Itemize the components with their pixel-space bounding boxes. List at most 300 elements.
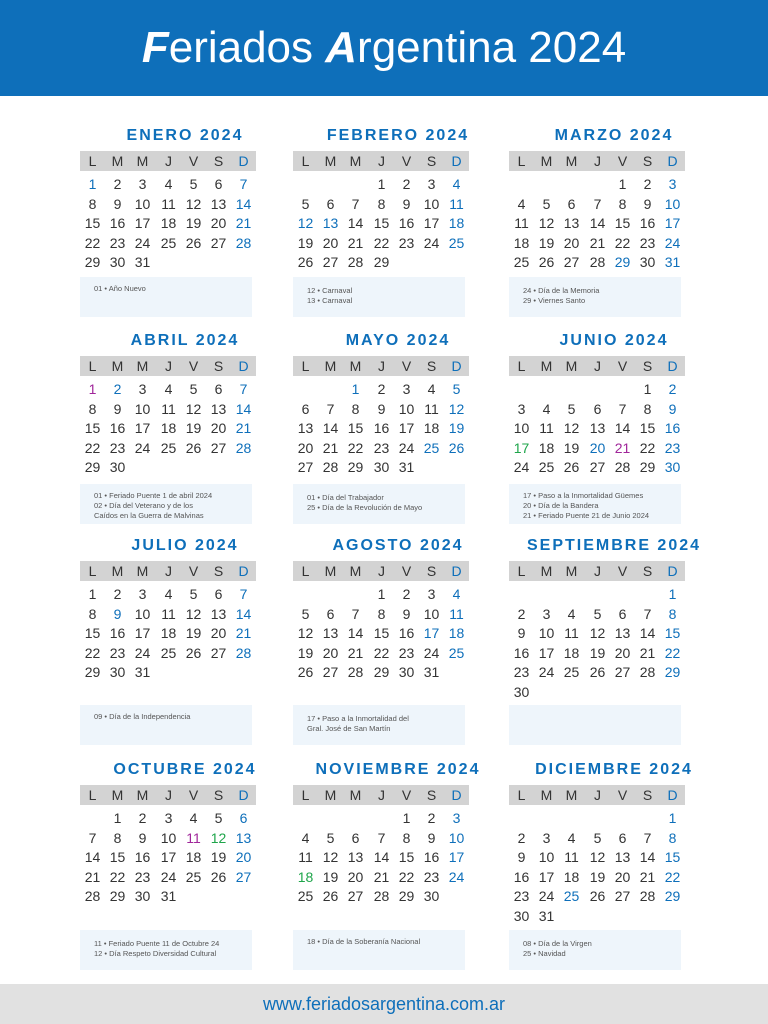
calendar-day: 29 [614,254,631,271]
calendar-day: 7 [239,381,248,397]
month-name: JULIO 2024 [131,537,239,554]
calendar-day: 21 [235,215,252,232]
calendar-day: 2 [517,829,526,846]
calendar-day: 21 [614,439,631,456]
holiday-notes [80,277,252,317]
calendar-day: 28 [614,459,631,476]
calendar-day: 3 [427,586,436,602]
calendar-day: 14 [614,420,631,437]
weekday-label: D [667,153,678,169]
holiday-note: 25 • Día de la Revolución de Mayo [307,503,423,512]
calendar-day: 21 [347,644,364,661]
calendar-day: 21 [373,868,390,885]
calendar-day: 30 [639,254,656,271]
calendar-day: 13 [235,829,252,846]
weekday-label: M [540,787,553,803]
calendar-day: 29 [347,459,364,476]
calendar-day: 27 [322,254,339,271]
calendar-day: 31 [423,664,440,681]
calendar-day: 23 [639,234,656,251]
calendar-day: 24 [423,234,440,251]
calendar-day: 10 [423,195,440,212]
weekday-label: M [111,153,124,169]
calendar-day: 19 [185,625,202,642]
month-9 [509,536,719,747]
calendar-day: 26 [185,439,202,456]
calendar-day: 8 [113,829,122,846]
calendar-day: 2 [138,810,147,826]
calendar-day: 6 [618,605,627,622]
month-name: MARZO 2024 [554,127,674,144]
weekday-label: V [188,787,199,803]
calendar-day: 16 [109,625,126,642]
weekday-header [509,151,685,171]
calendar-day: 17 [448,849,465,866]
weekday-label: L [301,358,310,374]
holiday-note: 17 • Paso a la Inmortalidad Güemes [523,491,644,500]
calendar-day: 29 [109,888,126,905]
calendar-day: 12 [210,829,227,846]
calendar-day: 29 [398,888,415,905]
weekday-label: J [594,563,601,579]
calendar-day: 15 [664,849,681,866]
calendar-day: 17 [134,215,151,232]
weekday-header [80,356,256,376]
calendar-day: 17 [423,215,440,232]
holiday-notes [80,484,252,524]
calendar-day: 8 [88,400,97,417]
calendar-day: 27 [210,234,227,251]
calendar-day: 28 [235,644,252,661]
calendar-day: 12 [563,420,580,437]
calendar-day: 10 [538,849,555,866]
weekday-label: M [349,153,362,169]
calendar-day: 14 [235,195,252,212]
weekday-label: M [349,563,362,579]
calendar-day: 26 [297,254,314,271]
calendar-day: 17 [134,625,151,642]
calendar-day: 17 [134,420,151,437]
calendar-day: 28 [84,888,101,905]
calendar-day: 29 [664,888,681,905]
calendar-day: 25 [563,888,580,905]
calendar-day: 20 [614,644,631,661]
calendar-day: 14 [639,625,656,642]
weekday-label: M [111,358,124,374]
calendar-day: 22 [614,234,631,251]
calendar-day: 23 [398,234,415,251]
calendar-day: 19 [185,420,202,437]
calendar-day: 28 [589,254,606,271]
weekday-label: S [426,563,437,579]
calendar-day: 26 [538,254,555,271]
calendar-day: 13 [210,195,227,212]
month-name: ENERO 2024 [126,127,244,144]
weekday-label: V [617,563,628,579]
weekday-label: L [517,358,526,374]
calendar-day: 24 [664,234,681,251]
calendar-day: 1 [88,586,97,602]
holiday-notes [293,705,465,745]
calendar-day: 6 [593,400,602,417]
holiday-note: 08 • Día de la Virgen [523,939,592,948]
calendar-day: 5 [593,829,602,846]
weekday-label: M [324,787,337,803]
calendar-day: 17 [538,644,555,661]
calendar-day: 12 [185,400,202,417]
calendar-day: 9 [113,400,122,417]
calendar-day: 13 [614,625,631,642]
calendar-day: 8 [668,829,677,846]
calendar-day: 30 [664,459,681,476]
calendar-day: 23 [109,234,126,251]
holiday-notes [293,484,465,524]
calendar-day: 2 [427,810,436,826]
month-12 [509,760,719,972]
calendar-day: 15 [84,625,101,642]
calendar-day: 24 [134,234,151,251]
calendar-day: 12 [297,215,314,232]
calendar-day: 11 [424,400,439,417]
calendar-day: 14 [84,849,101,866]
calendar-day: 30 [109,459,126,476]
calendar-day: 11 [161,195,176,212]
calendar-day: 30 [398,664,415,681]
calendar-day: 26 [448,439,465,456]
weekday-label: S [213,358,224,374]
weekday-label: V [401,563,412,579]
weekday-label: M [565,563,578,579]
calendar-day: 22 [84,439,101,456]
footer [0,984,768,1024]
month-5 [293,331,503,526]
calendar-day: 16 [423,849,440,866]
calendar-day: 18 [185,849,202,866]
calendar-day: 28 [235,439,252,456]
calendar-day: 6 [301,400,310,417]
calendar-day: 13 [210,605,227,622]
title-part: rgentina 2024 [357,23,627,72]
website-link[interactable]: www.feriadosargentina.com.ar [262,994,506,1014]
calendar-day: 29 [639,459,656,476]
weekday-label: D [451,358,462,374]
calendar-day: 18 [448,215,465,232]
calendar-day: 15 [398,849,415,866]
month-name: NOVIEMBRE 2024 [315,761,481,778]
month-name: ABRIL 2024 [130,332,240,349]
calendar-day: 5 [326,829,335,846]
calendar-day: 19 [210,849,227,866]
calendar-day: 4 [567,605,576,622]
calendar-day: 7 [239,176,248,192]
calendar-day: 5 [189,176,198,192]
calendar-day: 6 [351,829,360,846]
weekday-label: J [165,358,172,374]
weekday-label: V [401,358,412,374]
calendar-day: 26 [185,234,202,251]
calendar-day: 26 [210,868,227,885]
calendar-day: 3 [138,586,147,602]
calendar-day: 25 [160,439,177,456]
calendar-day: 26 [563,459,580,476]
calendar-day: 15 [664,625,681,642]
calendar-day: 30 [513,908,530,924]
weekday-label: L [88,153,97,169]
calendar-day: 11 [161,400,176,417]
calendar-day: 6 [214,176,223,192]
calendar-day: 16 [109,420,126,437]
calendar-day: 9 [402,605,411,622]
calendar-day: 24 [134,644,151,661]
calendar-day: 20 [297,439,314,456]
calendar-day: 30 [513,684,530,700]
holiday-note: 11 • Feriado Puente 11 de Octubre 24 [94,939,220,948]
weekday-label: V [188,358,199,374]
holiday-note: 01 • Año Nuevo [94,284,146,293]
calendar-day: 20 [322,234,339,251]
calendar-day: 24 [448,868,465,885]
calendar-day: 24 [134,439,151,456]
weekday-label: M [540,358,553,374]
weekday-label: M [324,358,337,374]
weekday-label: V [617,153,628,169]
weekday-label: M [349,358,362,374]
calendar-day: 26 [589,664,606,681]
holiday-note: 09 • Día de la Independencia [94,712,191,721]
weekday-label: L [88,563,97,579]
calendar-day: 23 [513,664,530,681]
calendar-day: 12 [589,849,606,866]
calendar-day: 11 [298,849,313,866]
calendar-day: 27 [614,664,631,681]
calendar-day: 8 [643,400,652,417]
weekday-label: D [238,563,249,579]
calendar-day: 8 [351,400,360,417]
calendar-day: 25 [423,439,440,456]
calendar-day: 12 [322,849,339,866]
calendar-day: 28 [235,234,252,251]
calendar-day: 3 [402,381,411,397]
calendar-day: 14 [235,605,252,622]
calendar-day: 13 [347,849,364,866]
calendar-day: 8 [88,195,97,212]
weekday-label: S [213,153,224,169]
calendar-day: 18 [160,215,177,232]
calendar-day: 6 [239,810,248,826]
calendar-day: 26 [185,644,202,661]
calendar-day: 17 [513,439,530,456]
holiday-notes [293,277,465,317]
calendar-day: 23 [398,644,415,661]
calendar-day: 10 [513,420,530,437]
weekday-label: S [213,563,224,579]
calendar-day: 7 [643,829,652,846]
calendar-day: 7 [326,400,335,417]
calendar-day: 27 [563,254,580,271]
calendar-day: 19 [538,234,555,251]
calendar-day: 2 [377,381,386,397]
weekday-label: D [451,563,462,579]
weekday-header [293,561,469,581]
calendar-day: 22 [373,644,390,661]
weekday-label: L [88,358,97,374]
calendar-day: 2 [517,605,526,622]
calendar-day: 23 [109,439,126,456]
calendar-day: 4 [452,176,461,192]
calendar-day: 7 [643,605,652,622]
calendar-day: 11 [449,195,464,212]
calendar-day: 4 [452,586,461,602]
calendar-day: 3 [138,176,147,192]
weekday-label: M [565,787,578,803]
weekday-label: V [188,563,199,579]
calendar-day: 4 [301,829,310,846]
calendar-day: 16 [398,625,415,642]
calendar-day: 20 [589,439,606,456]
weekday-label: S [642,153,653,169]
weekday-label: V [401,787,412,803]
calendar-day: 31 [160,888,177,905]
calendar-day: 4 [517,195,526,212]
calendar-day: 16 [639,215,656,232]
calendar-day: 25 [448,644,465,661]
calendar-day: 19 [563,439,580,456]
calendar-day: 23 [373,439,390,456]
calendar-day: 2 [643,176,652,192]
month-11 [293,760,503,972]
weekday-header [80,151,256,171]
weekday-header [509,785,685,805]
month-10 [80,760,290,972]
calendar-day: 20 [210,625,227,642]
calendar-day: 13 [614,849,631,866]
calendar-day: 19 [297,644,314,661]
calendar-day: 2 [113,586,122,602]
title-f: F [141,23,169,72]
calendar-day: 27 [322,664,339,681]
weekday-label: L [301,153,310,169]
calendar-day: 8 [88,605,97,622]
calendar-day: 22 [109,868,126,885]
calendar-day: 15 [84,215,101,232]
calendar-day: 11 [186,829,201,846]
calendar-day: 7 [239,586,248,602]
calendar-day: 4 [567,829,576,846]
calendar-day: 17 [423,625,440,642]
calendar-day: 16 [109,215,126,232]
calendar-day: 18 [160,420,177,437]
calendar-day: 27 [297,459,314,476]
weekday-label: J [165,153,172,169]
weekday-label: M [540,563,553,579]
calendar-day: 24 [538,664,555,681]
weekday-label: J [165,563,172,579]
weekday-header [293,356,469,376]
calendar-day: 3 [542,605,551,622]
weekday-label: M [136,358,149,374]
calendar-day: 15 [84,420,101,437]
calendar-day: 30 [109,254,126,271]
header-banner [0,0,768,96]
calendar-day: 9 [517,625,526,642]
calendar-day: 8 [377,195,386,212]
calendar-day: 31 [398,459,415,476]
calendar-day: 19 [448,420,465,437]
calendar-day: 11 [514,215,529,232]
calendar-day: 25 [297,888,314,905]
calendar-day: 16 [513,644,530,661]
calendar-day: 25 [160,644,177,661]
calendar-day: 12 [538,215,555,232]
calendar-day: 25 [538,459,555,476]
calendar-day: 21 [235,420,252,437]
calendar-day: 1 [377,176,386,192]
calendar-day: 23 [423,868,440,885]
calendar-day: 21 [322,439,339,456]
month-8 [293,536,503,747]
calendar-day: 8 [402,829,411,846]
calendar-day: 30 [373,459,390,476]
calendar-day: 18 [423,420,440,437]
calendar-day: 26 [322,888,339,905]
calendar-day: 19 [322,868,339,885]
calendar-day: 28 [639,888,656,905]
calendar-day: 18 [513,234,530,251]
calendar-day: 20 [322,644,339,661]
calendar-day: 30 [134,888,151,905]
calendar-day: 9 [668,400,677,417]
holiday-note: 17 • Paso a la Inmortalidad del [307,714,409,723]
month-name: OCTUBRE 2024 [113,761,257,778]
calendar-day: 1 [643,381,652,397]
weekday-label: L [88,787,97,803]
calendar-day: 17 [664,215,681,232]
weekday-label: L [517,153,526,169]
calendar-day: 9 [113,605,122,622]
calendar-day: 21 [589,234,606,251]
calendar-day: 18 [160,625,177,642]
calendar-day: 17 [160,849,177,866]
calendar-day: 3 [517,400,526,417]
weekday-label: S [213,787,224,803]
weekday-label: M [540,153,553,169]
calendar-day: 21 [639,644,656,661]
calendar-day: 29 [373,664,390,681]
calendar-day: 7 [88,829,97,846]
calendar-day: 20 [563,234,580,251]
month-7 [80,536,290,747]
calendar-day: 1 [88,176,97,192]
calendar-day: 22 [664,868,681,885]
month-3 [509,126,719,319]
holiday-note: Gral. José de San Martín [307,724,391,733]
calendar-day: 2 [402,176,411,192]
calendar-day: 5 [214,810,223,826]
calendar-day: 18 [297,868,314,885]
weekday-label: M [136,787,149,803]
calendar-day: 16 [664,420,681,437]
calendar-day: 23 [664,439,681,456]
calendar-day: 4 [189,810,198,826]
calendar-day: 6 [326,605,335,622]
calendar-day: 10 [134,400,151,417]
calendar-day: 24 [538,888,555,905]
calendar-day: 9 [517,849,526,866]
calendar-day: 16 [134,849,151,866]
holiday-note: 02 • Día del Veterano y de los [94,501,193,510]
weekday-label: S [426,153,437,169]
weekday-label: M [136,563,149,579]
